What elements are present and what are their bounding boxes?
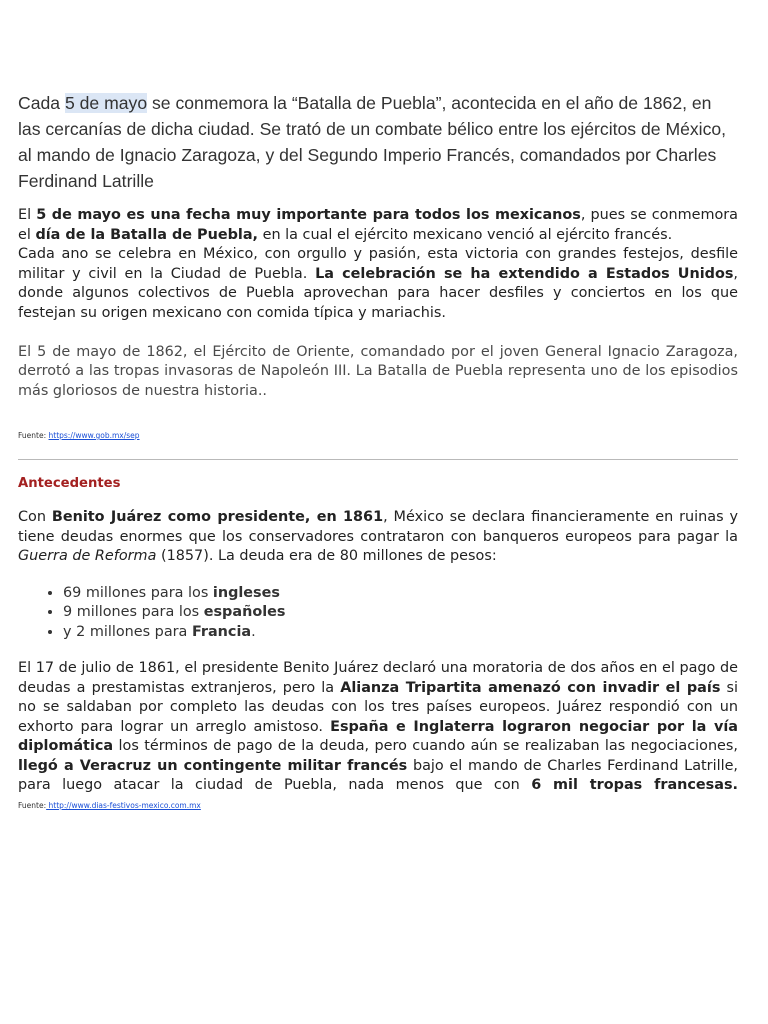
spacer [18,460,738,476]
bold-text: Alianza Tripartita amenazó con invadir el país [340,679,721,696]
list-item-after: . [251,623,256,640]
text: El 17 de julio de 1861, el presidente Benito Juárez declaró una moratoria de dos años en el pago de deudas a prestamistas extranjeros, pero la [18,660,738,696]
list-item [63,603,738,623]
list-item-text: y 2 millones para [63,623,192,640]
bold-text: Benito Juárez como presidente, en 1861 [51,509,384,525]
spacer [18,642,738,659]
text: bajo el mando de Charles Ferdinand Latrille, para luego atacar la ciudad de Puebla, nada menos que con [18,757,738,793]
paragraph-ejercito-oriente: El 5 de mayo de 1862, el Ejército de Oriente, comandado por el joven General Ignacio Zaragoza, derrotó a las tropas invasoras de Napoleón III. La Batalla de Puebla representa uno de los episodios más gloriosos de nuestra historia.. [18,343,738,399]
debt-list [18,584,738,643]
source-note [18,801,738,811]
text: Con [18,509,52,525]
text: los términos de pago de la deuda, pero cuando aún se realizaban las negociaciones, [113,738,738,754]
spacer [18,323,738,343]
text: Cada ano se celebra en México, con orgullo y pasión, esta victoria con grandes festejos, desfile militar y civil en la Ciudad de Puebla. [18,246,738,282]
section-title-antecedentes: Antecedentes [18,476,121,491]
bold-text: llegó a Veracruz un contingente militar francés [18,757,408,774]
italic-text: Guerra de Reforma [18,548,157,564]
paragraph-fecha-importante [18,206,738,245]
intro-paragraph [18,90,738,194]
bold-text: día de la Batalla de Puebla, [35,226,259,243]
list-item-text: 69 millones para los [63,584,213,601]
source-link[interactable]: https://www.gob.mx/sep [48,431,140,440]
source-label: Fuente: [18,800,47,810]
paragraph-celebracion [18,245,738,323]
text: El [18,207,37,223]
text: , pues se conmemora el [18,207,739,243]
source-link[interactable]: http://www.dias-festivos-mexico.com.mx [46,800,201,810]
spacer [18,491,738,508]
list-item-text: 9 millones para los [63,604,204,620]
source-label: Fuente: [18,431,49,440]
paragraph-moratoria [18,659,738,796]
spacer [18,567,738,584]
list-item [63,623,738,643]
text: , México se declara financieramente en ruinas y tiene deudas enormes que los conservadores contrataron con banqueros europeos para pagar la [18,509,738,545]
list-item-bold: Francia [191,623,252,640]
list-item [63,584,738,604]
document-page [18,90,738,811]
paragraph-benito-juarez [18,508,738,567]
bold-text: 5 de mayo es una fecha muy importante para todos los mexicanos [36,207,581,223]
intro-text-end: se conmemora la “Batalla de Puebla”, acontecida en el año de 1862, en las cercanías de dicha ciudad. Se trató de un combate bélico entre los ejércitos de México, al mando de Ignacio Zaragoza, y del Segundo Imperio Francés, comandados por Charles Ferdinand Latrille [18,93,727,191]
list-item-bold: españoles [203,604,286,620]
source-note [18,431,738,441]
text: (1857). La deuda era de 80 millones de pesos: [156,548,497,564]
list-item-bold: ingleses [212,584,280,601]
bold-text: 6 mil tropas francesas. [531,777,738,793]
bold-text: La celebración se ha extendido a Estados Unidos [315,265,734,282]
spacer [18,441,738,459]
spacer [18,401,738,431]
text: si no se saldaban por completo las deudas con los tres países europeos. Juárez respondió con un exhorto para lograr un arreglo amistoso. [18,679,739,735]
text: , donde algunos colectivos de Puebla aprovechan para hacer desfiles y conciertos en los que festejan su origen mexicano con comida típica y mariachis. [18,265,738,321]
text: en la cual el ejército mexicano venció al ejército francés. [258,226,673,243]
intro-text-start: Cada [18,93,65,113]
highlighted-date[interactable]: 5 de mayo [64,93,148,113]
bold-text: España e Inglaterra lograron negociar por la vía diplomática [18,718,738,754]
